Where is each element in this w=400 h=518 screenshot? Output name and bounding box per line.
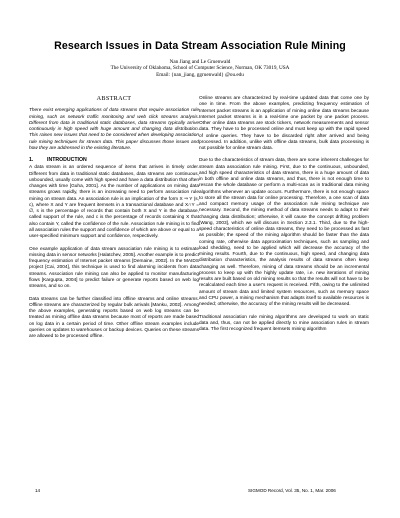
author-email: Email: {nan_jiang, ggruenwald} @ou.edu [156,71,244,78]
abstract-text: There exist emerging applications of data streams that require association rule mining, such as network traffic monitoring and web click streams analysis. Different from data in traditional static databases, data streams typically arrive continuously in high speed with huge amount and changing data distribution. This raises new issues that need to be considered when developing association rule mining techniques for stream data. This paper discusses those issues and how they are addressed in the existing literature. [29,108,199,151]
abstract-heading: ABSTRACT [96,95,132,102]
body-paragraph: Due to the characteristics of stream data, there are some inherent challenges for stream data association rule mining. First, due to the continuous, unbounded, and high speed characteristics of data streams, there is a huge amount of data in both offline and online data streams, and thus, there is not enough time to rescan the whole database or perform a multi-scan as in traditional data mining algorithms whenever an update occurs. Furthermore, there is not enough space to store all the stream data for online processing. Therefore, a one scan of data and compact memory usage of the association rule mining technique are necessary. Second, the mining method of data streams needs to adapt to their changing data distribution; otherwise, it will cause the concept drifting problem [Wang, 2003], which we will discuss in Section 2.3.1. Third, due to the high-speed characteristics of online data streams, they need to be processed as fast as possible; the speed of the mining algorithm should be faster than the data coming rate, otherwise data approximation techniques, such as sampling and load shedding, need to be applied which will decrease the accuracy of the mining results. Fourth, due to the continuous, high speed, and changing data distribution characteristics, the analysis results of data streams often keep changing as well. Therefore, mining of data streams should be an incremental process to keep up with the highly update rate, i.e. new iterations of mining results are built based on old mining results so that the results will not have to be recalculated each time a user's request is received. Fifth, owing to the unlimited amount of stream data and limited system resources, such as memory space and CPU power, a mining mechanism that adapts itself to available resources is needed; otherwise, the accuracy of the mining results will be decreased. [199,158,369,308]
section-title: INTRODUCTION [47,157,87,164]
author-block [0,59,400,78]
author-affiliation: The University of Oklahoma, School of Computer Science, Norman, OK 73019, USA [110,65,290,72]
page-number: 14 [35,488,41,493]
section-heading-introduction [29,157,199,163]
section-number: 1. [29,157,34,164]
body-paragraph: Data streams can be further classified into offline streams and online streams. Offline streams are characterized by regular bulk arrivals [Manku, 2002]. Among the above examples, generating reports based on web log streams can be treated as mining offline data streams because most of reports are made based on log data in a certain period of time. Other offline stream examples include queries on updates to warehouses or backup devices. Queries on these streams are allowed to be processed offline. [29,296,199,340]
body-paragraph: Online streams are characterized by real-time updated data that come one by one in time. From the above examples, predicting frequency estimation of Internet packet streams is an application of mining online data streams because Internet packet streams is in a real-time one packet by one packet process. Other online data streams are stock tickers, network measurements and sensor data. They have to be processed online and must keep up with the rapid speed of online queries. They have to be discarded right after arrived and being processed. In addition, unlike with offline data streams, bulk data processing is not possible for online stream data. [199,96,369,151]
journal-footer: SIGMOD Record, Vol. 35, No. 1, Mar. 2006 [248,488,336,493]
author-names: Nan Jiang and Le Gruenwald [169,59,231,65]
paper-title: Research Issues in Data Stream Association Rule Mining [54,40,346,52]
body-paragraph: A data stream is an ordered sequence of items that arrives in timely order. Different from data in traditional static databases, data streams are continuous, unbounded, usually come with high speed and have a data distribution that often changes with time [Guha, 2001]. As the number of applications on mining data streams grows rapidly, there is an increasing need to perform association rule mining on stream data. An association rule is an implication of the form X ⇒ Y (s, c), where X and Y are frequent itemsets in a transactional database and X∩Y = ∅, s is the percentage of records that contain both X and Y in the database, called support of the rule, and c is the percentage of records containing X that also contain Y, called the confidence of the rule. Association rule mining is to find all association rules the support and confidence of which are above or equal to a user-specified minimum support and confidence, respectively. [29,165,199,240]
left-column [29,96,199,347]
body-paragraph: Traditional association rule mining algorithms are developed to work on static data and, thus, can not be applied directly to mine association rules in stream data. The first recognized frequent itemsets mining algorithm [199,314,369,333]
body-paragraph: One example application of data stream association rule mining is to estimate missing data in sensor networks [Halatchev, 2005]. Another example is to predict frequency estimation of Internet packet streams [Demaine, 2002]. In the MAIDS project [Cai, 2004], this technique is used to find alarming incidents from data streams. Association rule mining can also be applied to monitor manufacturing flows [Kargupta, 2004] to predict failure or generate reports based on web log streams, and so on. [29,246,199,290]
right-column [199,96,369,340]
